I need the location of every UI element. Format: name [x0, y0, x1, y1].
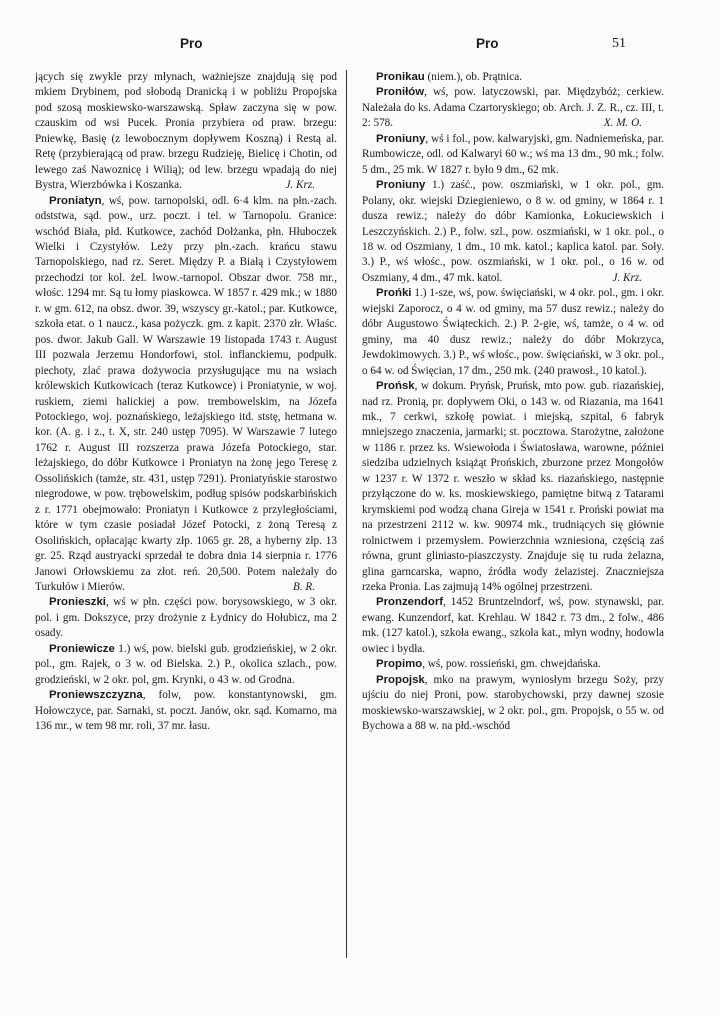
- entry-propojsk: [362, 673, 664, 735]
- entry-body: , wś w płn. części pow. borysowskiego, w 3 okr. pol. i gm. Dokszyce, przy drożynie z Łydnicy do Hołubicz, ma 2 osady.: [35, 596, 337, 640]
- entry-body: , wś i fol., pow. kalwaryjski, gm. Nadniemeńska, par. Rumbowicze, odl. od Kalwaryi 60 w.; wś ma 13 dm., 90 mk.; folw. 5 dm., 25 mk. W 1827 r. było 9 dm., 62 mk.: [362, 132, 664, 176]
- entry-headword: Propojsk: [376, 673, 425, 686]
- entry-body: , wś, pow. latyczowski, par. Międzybóż; cerkiew. Należała do ks. Adama Czartoryskiego; ob. Arch. J. Z. R., cz. III, t. 2: 578.: [362, 86, 664, 130]
- author-signature: J. Krz.: [285, 179, 315, 192]
- entry-pronzendorf: [362, 595, 664, 657]
- entry-body: , mko na prawym, wyniosłym brzegu Soży, przy ujściu do niej Proni, pow. starobychowski, przy dawnej szosie moskiewsko-warszawskiej, w 2 okr. pol., gm. Propojsk, o 55 w. od Bychowa a 88 w. na płd.-wschód: [362, 673, 664, 733]
- continued-entry-text: [35, 70, 337, 194]
- entry-headword: Proniłów: [376, 86, 425, 99]
- running-head-left: Pro: [180, 36, 203, 51]
- author-signature: J. Krz.: [612, 271, 642, 284]
- entry-proniuny-2: [362, 178, 664, 286]
- entry-body: 1.) zaść., pow. oszmiański, w 1 okr. pol., gm. Polany, okr. wiejski Dziegieniewo, o 8 w. od gminy, w 1864 r. 1 dusza rewiz.; należy do dóbr Kamionka, Łokuciewskich i Leszczyńskich. 2.) P., folw. szl., pow. oszmiański, w 1 okr. pol., o 18 w. od Oszmiany, 1 dm., 10 mk. katol.; kaplica katol. par. Soły. 3.) P., wś włośc., pow. oszmiański, w 1 okr. pol., o 16 w. od Oszmiany, 4 dm., 47 mk. katol.: [362, 179, 664, 284]
- entry-headword: Pronikau: [376, 71, 425, 83]
- entry-headword: Pronzendorf: [376, 596, 444, 609]
- entry-body: jących się zwykle przy młynach, ważniejsze znajdują się pod mkiem Drybinem, pod słobodą Dranicką i w pobliżu Propojska pod szosą moskiewsko-warszawską. Spław zaczyna się w pow. czauskim od wsi Pucek. Pronia przybiera od praw. brzegu: Pniewkę, Basię (z lewobocznym dopływem Koszną) i Restą al. Retę (przybierającą od praw. brzegu Rudzieję, Bielicę i Chotin, od lewego zaś Nawoznicę i Wilią); od lew. brzegu wpadają do niej Bystra, Wierzbówka i Koszanka.: [35, 71, 337, 192]
- column-divider: [346, 70, 347, 958]
- entry-pronilow: [362, 85, 664, 131]
- entry-headword: Propimo: [376, 658, 423, 671]
- entry-propimo: [362, 657, 664, 672]
- entry-proniewszczyzna: [35, 688, 337, 734]
- page-number: 51: [612, 36, 626, 51]
- entry-body: , w dokum. Pryńsk, Pruńsk, mto pow. gub. riazańskiej, nad rz. Pronią, pr. dopływem Oki, o 143 w. od Riazania, ma 1641 mk., 7 cerkwi, szkołę powiat. i miejską, szpital, 6 fabryk mniejszego znaczenia, jarmarki; st. pocztowa. Starożytne, założone w 1186 r. przez ks. Wsiewołoda i Światosława, warowne, późniei siedziba udzielnych książąt Prońskich, zburzone przez Mongołów w 1237 r. W 1372 r. weszło w skład ks. riazańskiego, następnie przyłączone do w. ks. moskiewskiego, pamiętne bitwą z Tatarami krymskiemi pod wodzą chana Gireja w 1541 r. Proński powiat ma na przestrzeni 2112 w. kw. 90974 mk., trudniących się głównie rolnictwem i przemysłem. Powierzchnia wzniesiona, częścią zaś równa, grunt gliniasto-piaszczysty. Znajduje się tu ruda żelazna, glina garncarska, wapno, źródła wody żelazistej. Znaczniejsza rzeka Pronia. Las zajmują 14% ogólnej przestrzeni.: [362, 380, 664, 593]
- entry-body: 1.) wś, pow. bielski gub. grodzieńskiej, w 2 okr. pol., gm. Rajek, o 3 w. od Bielska. 2.) P., okolica szlach., pow. grodzieński, w 2 okr. pol, gm. Krynki, o 43 w. od Grodna.: [35, 642, 337, 686]
- entry-pronikau: [362, 70, 664, 85]
- entry-proniuny-1: [362, 132, 664, 178]
- entry-body: , wś, pow. tarnopolski, odl. 6·4 klm. na płn.-zach. odststwa, sąd. pow., urz. poczt. i tel. w Tarnopolu. Granice: wschód Biała, płd. Kutkowce, zachód Dołżanka, płn. Hłuboczek Wielki i Czystyłów. Leży przy płn.-zach. krańcu stawu Tarnopolskiego, nad rz. Seret. Między P. a Białą i Czystyłowem przechodzi tor kol. żel. lwow.-tarnopol. Obszar dwor. 758 mr., włośc. 1294 mr. Są tu łomy piaskowca. W 1857 r. 429 mk.; w 1880 r. w gm. 612, na obsz. dwor. 39, wszyscy gr.-katol.; par. Kutkowce, szkoła etat. o 1 naucz., kasa pożyczk. gm. z kapit. 2370 złr. Właśc. pos. dwor. Jakub Gall. W Warszawie 19 listopada 1743 r. August III pozwala Jerzemu Hondorfowi, stol. inflanckiemu, podpułk. piechoty, zlać prawa dożywocia przysługujące mu na wsiach królewskich Kutkowicach (teraz Kutkowce) i Proniatynie, w woj. ruskiem, ziemi halickiej a pow. trembowelskim, na Józefa Potockiego, woj. poznańskiego, leżajskiego itd. ststę, hetmana w. kor. (A. g. i z., t. X, str. 240 ustęp 7095). W Warszawie 7 lutego 1762 r. August III rozszerza prawa Józefa Potockiego, star. leżajskiego, do dóbr Kutkowce i Proniatyn na żonę jego Teresę z Ossolińskich (tamże, str. 431, ustęp 7291). Proniatyńskie starostwo niegrodowe, w pow. trębowelskim, podług spisów podskarbińskich z r. 1771 obejmowało: Proniatyn i Kutkowce z przyległościami, które w tym czasie posiadał Józef Potocki, z żoną Teresą z Osolińskich, opłacając kwarty złp. 1065 gr. 28, a hyberny złp. 13 gr. 25. Rząd austryacki sprzedał te dobra dnia 14 sierpnia r. 1776 Janowi Orłowskiemu za złot. reń. 20,500. Potem należały do Turkułów i Mierów.: [35, 194, 337, 593]
- entry-body: , 1452 Bruntzelndorf, wś, pow. stynawski, par. ewang. Kunzendorf, kat. Krehlau. W 1842 r. 73 dm., 2 folw., 486 mk. (127 katol.), szkoła ewang., szkoła kat., młyn wodny, hodowla owiec i bydła.: [362, 596, 664, 655]
- entry-headword: Proniewszczyzna: [49, 689, 143, 702]
- entry-proniewicze: [35, 642, 337, 688]
- entry-pronsk: [362, 379, 664, 595]
- entry-pronieszki: [35, 595, 337, 641]
- entry-proniatyn: [35, 194, 337, 596]
- entry-body: , wś, pow. rossieński, gm. chwejdańska.: [422, 658, 601, 671]
- entry-body: , folw, pow. konstantynowski, gm. Hołowczyce, par. Sarnaki, st. poczt. Janów, okr. sąd. Komarno, ma 136 mr., w tem 98 mr. roli, 37 mr. łasu.: [35, 689, 337, 733]
- left-column: [35, 70, 337, 970]
- running-head-right: Pro: [476, 36, 499, 51]
- entry-pronki: [362, 286, 664, 379]
- author-signature: X. M. O.: [603, 117, 642, 130]
- entry-headword: Proniuny: [376, 179, 426, 192]
- entry-headword: Proniewicze: [49, 642, 115, 655]
- right-column: [362, 70, 664, 970]
- entry-headword: Proniuny: [376, 132, 426, 145]
- entry-body: 1.) 1-sze, wś, pow. święciański, w 4 okr. pol., gm. i okr. wiejski Zaporocz, o 4 w. od gminy, ma 57 dusz rewiz.; należy do dóbr Augustowo Świąteckich. 2.) P. 2-gie, wś, tamże, o 4 w. od gminy, ma 40 dusz rewiz.; należy do dóbr Mokrzyca, Jewdokimowych. 3.) P., wś włośc., pow. święciański, w 3 okr. pol., o 64 w. od Święcian, 17 dm., 250 mk. (240 prawosł., 10 katol.).: [362, 287, 664, 377]
- entry-headword: Proniatyn: [49, 194, 102, 207]
- author-signature: B. R.: [292, 580, 315, 593]
- entry-headword: Prońsk: [376, 380, 415, 393]
- entry-body: (niem.), ob. Prątnica.: [424, 71, 522, 83]
- entry-headword: Prońki: [376, 287, 412, 300]
- entry-headword: Pronieszki: [49, 596, 106, 609]
